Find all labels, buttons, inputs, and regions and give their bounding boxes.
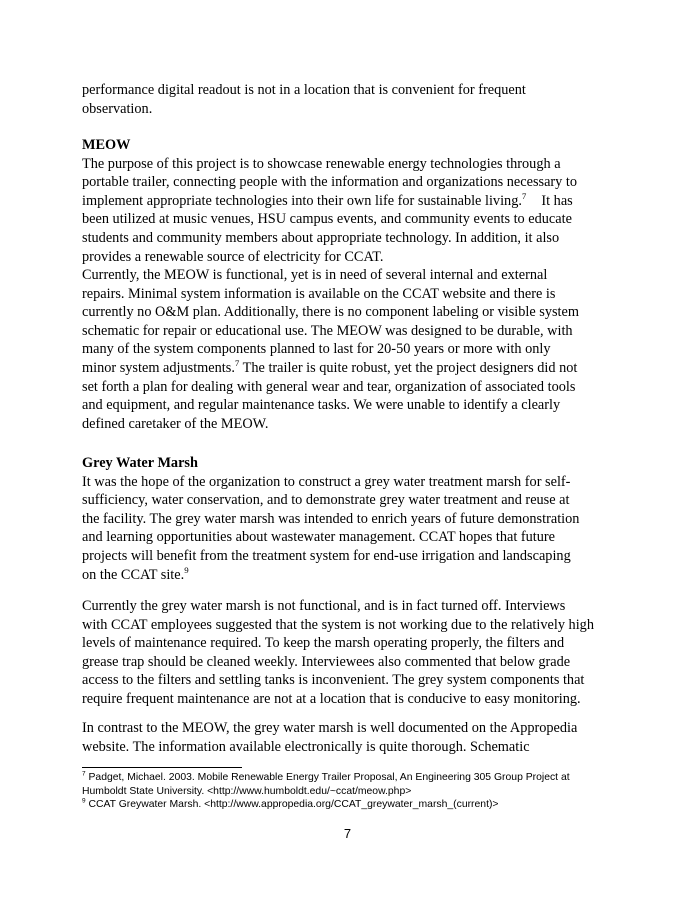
footnote-ref: 7 [234,358,240,369]
grey-water-section [82,454,622,584]
text-line: with CCAT employees suggested that the system is not working due to the relatively high [82,616,594,633]
footnotes [82,771,622,812]
text-span: implement appropriate technologies into their own life for sustainable living. [82,192,522,209]
text-line: and equipment, and regular maintenance tasks. We were unable to identify a clearly [82,397,561,414]
intro-paragraph [82,81,622,118]
footnote-ref: 7 [521,191,527,202]
text-span: The trailer is quite robust, yet the project designers did not [239,359,578,376]
text-line: levels of maintenance required. To keep the marsh operating properly, the filters and [82,635,565,652]
page-number: 7 [343,826,352,841]
footnote-number: 9 [82,797,86,805]
text-line [82,566,622,585]
text-line [82,359,622,378]
grey-water-documentation-paragraph [82,719,622,756]
text-line: In contrast to the MEOW, the grey water marsh is well documented on the Appropedia [82,720,578,736]
text-line: website. The information available electronically is quite thorough. Schematic [82,738,530,755]
text-line: The purpose of this project is to showcase renewable energy technologies through a [82,155,561,172]
text-line: and learning opportunities about wastewater management. CCAT hopes that future [82,529,555,546]
text-line: repairs. Minimal system information is available on the CCAT website and there is [82,285,556,302]
footnote-number: 7 [82,770,86,778]
text-line: been utilized at music venues, HSU campus events, and community events to educate [82,211,572,228]
text-line: currently no O&M plan. Additionally, there is no component labeling or visible system [82,304,579,321]
text-line: Currently the grey water marsh is not functional, and is in fact turned off. Interviews [82,598,566,614]
grey-water-status-paragraph [82,597,622,709]
text-line: grease trap should be cleaned weekly. Interviewees also commented that below grade [82,653,571,670]
text-line: It was the hope of the organization to construct a grey water treatment marsh for self- [82,473,571,490]
footnote-ref: 9 [184,564,189,575]
text-line: projects will benefit from the treatment system for end-use irrigation and landscaping [82,547,571,564]
text-line: set forth a plan for dealing with general wear and tear, organization of associated tools [82,378,576,395]
text-line: observation. [82,100,153,117]
text-line: performance digital readout is not in a location that is convenient for frequent [82,82,526,98]
text-line: schematic for repair or educational use. The MEOW was designed to be durable, with [82,322,573,339]
text-span: minor system adjustments. [82,359,235,376]
meow-status-paragraph [82,266,622,433]
text-line: the facility. The grey water marsh was intended to enrich years of future demonstration [82,510,580,527]
footnote-7 [82,771,622,785]
text-line: portable trailer, connecting people with the information and organizations necessary to [82,174,578,191]
meow-section [82,136,622,266]
text-line: provides a renewable source of electricity for CCAT. [82,248,384,265]
section-heading-grey-water-marsh: Grey Water Marsh [82,455,198,471]
text-line: students and community members about appropriate technology. In addition, it also [82,229,560,246]
section-heading-meow: MEOW [82,137,131,153]
text-span: on the CCAT site. [82,566,185,583]
footnote-text: CCAT Greywater Marsh. <http://www.appropedia.org/CCAT_greywater_marsh_(current)> [88,799,499,811]
text-line [82,192,622,211]
text-line: Currently, the MEOW is functional, yet is in need of several internal and external [82,267,548,283]
text-line: sufficiency, water conservation, and to demonstrate grey water treatment and reuse at [82,492,570,509]
text-line: require frequent maintenance are not at a location that is conducive to easy monitoring. [82,690,581,707]
footnote-7-continuation: Humboldt State University. <http://www.humboldt.edu/~ccat/meow.php> [82,785,412,797]
text-line: access to the filters and settling tanks is inconvenient. The grey system components that [82,672,585,689]
footnote-9 [82,798,622,812]
text-line: many of the system components planned to last for 20-50 years or more with only [82,341,551,358]
text-span: It has [541,192,573,209]
footnote-text: Padget, Michael. 2003. Mobile Renewable Energy Trailer Proposal, An Engineering 305 Group Project at [88,772,570,783]
text-line: defined caretaker of the MEOW. [82,415,269,432]
footnote-separator [82,767,242,768]
